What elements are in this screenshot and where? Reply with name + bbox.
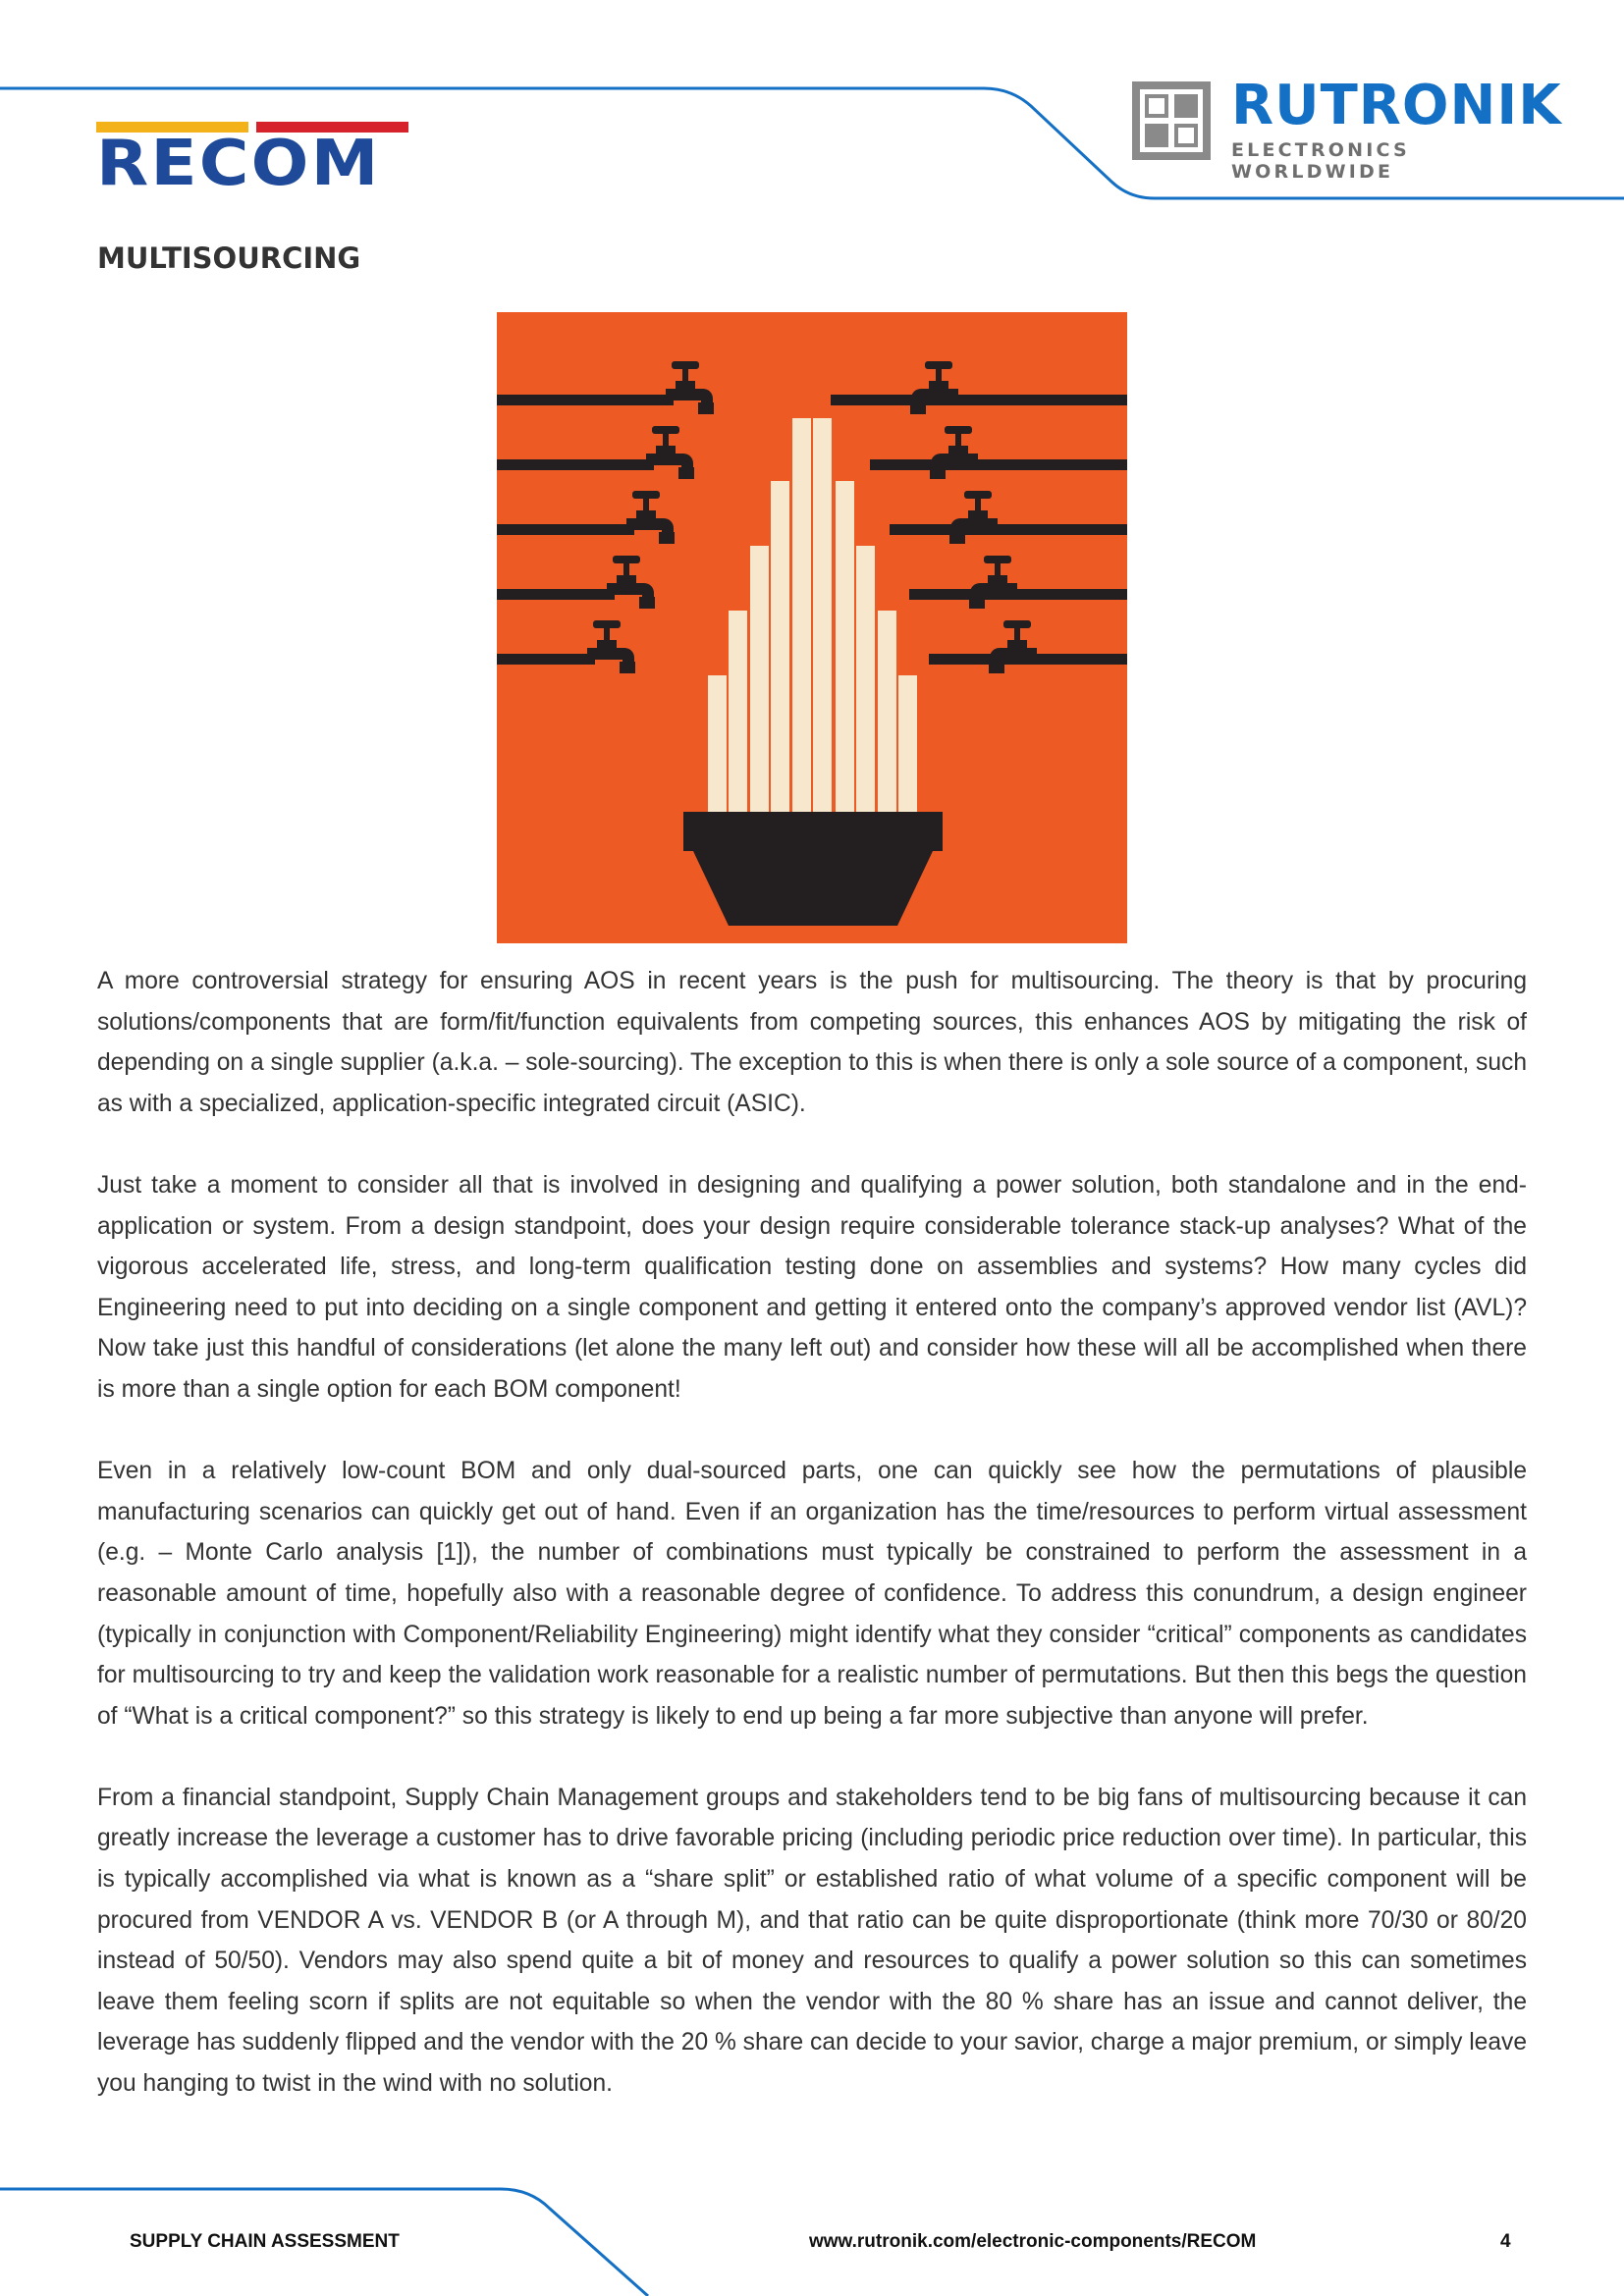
recom-logo-text: RECOM xyxy=(96,128,381,200)
body-paragraph-1: A more controversial strategy for ensuring AOS in recent years is the push for multisourcing. The theory is that by procuring solutions/components that are form/fit/function equivalents from competing sources, this enhances AOS by mitigating the risk of depending on a single supplier (a.k.a. – sole-sourcing). The exception to this is when there is only a sole source of a component, such as with a specialized, application-specific integrated circuit (ASIC). xyxy=(97,968,1527,1117)
recom-logo xyxy=(96,122,408,200)
footer-document-title: SUPPLY CHAIN ASSESSMENT xyxy=(130,2231,400,2252)
body-paragraph-3: Even in a relatively low-count BOM and only dual-sourced parts, one can quickly see how the permutations of plausible manufacturing scenarios can quickly get out of hand. Even if an organization has the time/resources to perform virtual assessment (e.g. – Monte Carlo analysis [1]), the number of combinations must typically be constrained to perform the assessment in a reasonable amount of time, hopefully also with a reasonable degree of confidence. To address this conundrum, a design engineer (typically in conjunction with Component/Reliability Engineering) might identify what they consider “critical” components as candidates for multisourcing to try and keep the validation work reasonable for a realistic number of permutations. But then this begs the question of “What is a critical component?” so this strategy is likely to end up being a far more subjective than anyone will prefer. xyxy=(97,1458,1527,1730)
article-body xyxy=(97,961,1527,2145)
rutronik-tagline: ELECTRONICS WORLDWIDE xyxy=(1231,139,1410,183)
section-title: MULTISOURCING xyxy=(97,241,361,275)
rutronik-logo-text: RUTRONIK xyxy=(1231,74,1562,137)
footer-url-link[interactable]: www.rutronik.com/electronic-components/RECOM xyxy=(809,2231,1257,2252)
body-paragraph-2: Just take a moment to consider all that is involved in designing and qualifying a power solution, both standalone and in the end-application or system. From a design standpoint, does your design require considerable tolerance stack-up analyses? What of the vigorous accelerated life, stress, and long-term qualification testing done on assemblies and systems? How many cycles did Engineering need to put into deciding on a single component and getting it entered onto the company’s approved vendor list (AVL)? Now take just this handful of considerations (let alone the many left out) and consider how these will all be accomplished when there is more than a single option for each BOM component! xyxy=(97,1171,1527,1403)
faucets-filling-pot-illustration xyxy=(497,312,1127,943)
body-paragraph-4: From a financial standpoint, Supply Chain Management groups and stakeholders tend to be big fans of multisourcing because it can greatly increase the leverage a customer has to drive favorable pricing (including periodic price reduction over time). In particular, this is typically accomplished via what is known as a “share split” or established ratio of what volume of a specific component will be procured from VENDOR A vs. VENDOR B (or A through M), and that ratio can be quite disproportionate (think more 70/30 or 80/20 instead of 50/50). Vendors may also spend quite a bit of money and resources to qualify a power solution so this can sometimes leave them feeling scorn if splits are not equitable so when the vendor with the 80 % share has an issue and cannot deliver, the leverage has suddenly flipped and the vendor with the 20 % share can decide to your savior, charge a major premium, or simply leave you hanging to twist in the wind with no solution. xyxy=(97,1784,1527,2098)
rutronik-grid-icon xyxy=(1131,80,1212,161)
page-number: 4 xyxy=(1500,2231,1511,2252)
rutronik-logo xyxy=(1131,74,1562,183)
